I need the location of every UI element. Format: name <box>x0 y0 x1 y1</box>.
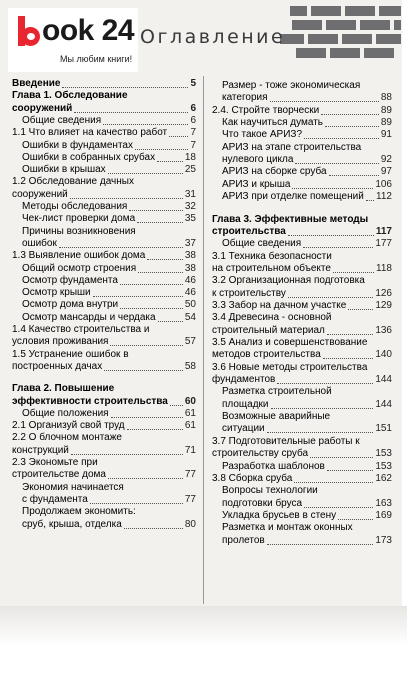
toc-page-number: 35 <box>184 213 196 225</box>
dotted-leader <box>267 544 374 545</box>
dotted-leader <box>157 161 183 162</box>
dotted-leader <box>90 503 183 504</box>
toc-page-number: 177 <box>375 238 392 250</box>
toc-chapter-line[interactable] <box>212 214 368 226</box>
toc-entry[interactable] <box>12 457 98 469</box>
toc-page-number: 80 <box>184 518 196 530</box>
toc-entry-title: АРИЗ на этапе строительства <box>222 141 362 153</box>
brick-pattern <box>330 48 360 58</box>
toc-entry-title: Ошибки в собранных срубах <box>22 151 156 163</box>
toc-page-number: 162 <box>375 472 392 484</box>
toc-page-number: 92 <box>380 154 392 166</box>
toc-page-number: 6 <box>190 114 196 126</box>
toc-entry[interactable] <box>212 473 292 485</box>
toc-entry[interactable] <box>212 105 319 117</box>
toc-entry-title: Разметка строительной <box>222 386 332 398</box>
toc-entry[interactable] <box>222 399 269 411</box>
toc-chapter-line[interactable] <box>12 103 72 115</box>
dotted-leader <box>271 408 374 409</box>
brick-pattern <box>311 6 341 16</box>
toc-page-number: 88 <box>380 92 392 104</box>
toc-entry-title: строительный материал <box>212 324 325 336</box>
toc-entry[interactable] <box>22 238 57 250</box>
toc-entry-title: Общие положения <box>22 407 109 419</box>
dotted-leader <box>158 321 183 322</box>
toc-entry-title: к строительству <box>212 287 286 299</box>
toc-page-number: 126 <box>375 287 392 299</box>
brick-pattern <box>345 6 375 16</box>
dotted-leader <box>327 334 373 335</box>
dotted-leader <box>104 370 183 371</box>
toc-entry-title: Общие сведения <box>222 238 302 250</box>
brick-pattern <box>376 34 401 44</box>
toc-page-number: 106 <box>375 178 392 190</box>
toc-entry-title: строительства <box>212 225 286 237</box>
toc-entry[interactable] <box>22 164 106 176</box>
toc-entry-title: АРИЗ и крыша <box>222 178 291 190</box>
dotted-leader <box>108 478 183 479</box>
column-divider <box>203 76 204 604</box>
toc-page-number: 112 <box>376 191 392 203</box>
toc-entry[interactable] <box>222 238 301 250</box>
dotted-leader <box>288 235 374 236</box>
toc-page-number: 71 <box>184 444 196 456</box>
toc-page-number: 169 <box>375 509 392 521</box>
toc-page-number: 61 <box>184 420 196 432</box>
toc-page-number: 89 <box>380 117 392 129</box>
toc-entry[interactable] <box>222 535 265 547</box>
dotted-leader <box>108 173 183 174</box>
toc-entry-title: пролетов <box>222 534 265 546</box>
toc-entry[interactable] <box>22 299 118 311</box>
toc-entry[interactable] <box>12 336 108 348</box>
toc-page-number: 144 <box>375 374 392 386</box>
dotted-leader <box>333 272 374 273</box>
toc-entry-title: строительству сруба <box>212 448 309 460</box>
toc-page-number: 77 <box>184 469 196 481</box>
toc-entry-title: Чек-лист проверки дома <box>22 213 136 225</box>
toc-page-number: 151 <box>375 423 392 435</box>
toc-entry[interactable] <box>222 386 332 398</box>
toc-entry-title: фундаментов <box>212 374 276 386</box>
brick-pattern <box>394 20 401 30</box>
toc-entry[interactable] <box>222 485 318 497</box>
toc-entry[interactable] <box>222 179 290 191</box>
toc-entry[interactable] <box>222 522 353 534</box>
toc-page-number: 136 <box>375 324 392 336</box>
toc-entry[interactable] <box>212 374 275 386</box>
toc-entry[interactable] <box>212 362 367 374</box>
toc-page-number: 5 <box>190 78 196 89</box>
toc-page-number: 31 <box>184 188 196 200</box>
toc-entry-title: Разработка шаблонов <box>222 460 325 472</box>
brick-pattern <box>308 34 338 44</box>
toc-entry[interactable] <box>12 250 145 262</box>
toc-entry-title: Разметка и монтаж оконных <box>222 522 353 534</box>
toc-entry-title: Осмотр мансарды и чердака <box>22 311 156 323</box>
toc-entry-title: методов строительства <box>212 349 321 361</box>
dotted-leader <box>138 272 183 273</box>
toc-entry[interactable] <box>222 117 323 129</box>
toc-page-number: 97 <box>380 166 392 178</box>
toc-page-number: 117 <box>375 225 392 237</box>
dotted-leader <box>170 405 183 406</box>
toc-entry-title: Причины возникновения <box>22 225 136 237</box>
toc-entry[interactable] <box>22 408 109 420</box>
toc-entry-title: Как научиться думать <box>222 117 324 129</box>
dotted-leader <box>327 470 373 471</box>
toc-entry[interactable] <box>222 411 330 423</box>
brick-pattern <box>342 34 372 44</box>
toc-page-number: 25 <box>184 164 196 176</box>
toc-entry[interactable] <box>22 226 136 238</box>
toc-entry[interactable] <box>222 191 364 203</box>
toc-entry-title: 3.6 Новые методы строительства <box>212 361 368 373</box>
dotted-leader <box>323 358 374 359</box>
dotted-leader <box>147 259 183 260</box>
toc-entry[interactable] <box>222 92 268 104</box>
toc-entry[interactable] <box>212 349 321 361</box>
toc-page-number: 144 <box>375 398 392 410</box>
toc-entry[interactable] <box>222 154 293 166</box>
toc-entry-title: 1.2 Обследование дачных <box>12 176 134 188</box>
toc-entry[interactable] <box>222 166 327 178</box>
toc-entry[interactable] <box>22 287 91 299</box>
dotted-leader <box>277 383 373 384</box>
toc-entry-title: АРИЗ при отделке помещений <box>222 191 364 203</box>
logo-tagline: Мы любим книги! <box>60 54 133 64</box>
dotted-leader <box>71 454 183 455</box>
toc-page-number: 118 <box>376 262 392 274</box>
toc-entry[interactable] <box>212 325 325 337</box>
toc-entry[interactable] <box>22 115 101 127</box>
toc-entry[interactable] <box>12 349 129 361</box>
toc-entry[interactable] <box>12 127 167 139</box>
toc-page-number: 60 <box>184 395 196 407</box>
toc-entry-title: Общие сведения <box>22 114 102 126</box>
dotted-leader <box>137 222 183 223</box>
toc-entry-title: категория <box>222 92 268 104</box>
dotted-leader <box>62 87 188 88</box>
toc-entry-title: Глава 1. Обследование <box>12 90 128 102</box>
toc-entry[interactable] <box>22 519 122 531</box>
toc-page-number: 163 <box>375 497 392 509</box>
toc-page-number: 57 <box>184 336 196 348</box>
logo-brand-text: ook 24 <box>42 14 135 47</box>
toc-entry[interactable] <box>222 129 302 141</box>
toc-entry[interactable] <box>222 498 302 510</box>
toc-entry-title: 3.1 Техника безопасности <box>212 250 332 262</box>
dotted-leader <box>103 124 188 125</box>
toc-entry-title: эффективности строительства <box>12 395 168 407</box>
toc-entry-title: 1.3 Выявление ошибок дома <box>12 250 146 262</box>
toc-entry[interactable] <box>212 251 332 263</box>
toc-entry[interactable] <box>22 312 156 324</box>
toc-page-number: 77 <box>184 493 196 505</box>
dotted-leader <box>304 138 379 139</box>
toc-entry[interactable] <box>212 275 365 287</box>
toc-entry[interactable] <box>212 448 308 460</box>
toc-entry[interactable] <box>222 142 361 154</box>
toc-entry[interactable] <box>22 275 118 287</box>
toc-entry-title: 1.5 Устранение ошибок в <box>12 348 129 360</box>
toc-page-number: 7 <box>190 127 196 139</box>
toc-entry-title: Укладка брусьев в стену <box>222 509 337 521</box>
dotted-leader <box>129 210 183 211</box>
toc-entry-title: Вопросы технологии <box>222 485 318 497</box>
toc-entry-title: Методы обследования <box>22 201 128 212</box>
dotted-leader <box>288 297 373 298</box>
toc-page-number: 38 <box>184 250 196 262</box>
toc-entry-title: 1.1 Что влияет на качество работ <box>12 127 168 139</box>
toc-chapter-line[interactable] <box>12 383 114 395</box>
toc-entry-title: подготовки бруса <box>222 497 303 509</box>
toc-entry[interactable] <box>22 213 135 225</box>
dotted-leader <box>303 247 373 248</box>
toc-page-number: 61 <box>184 407 196 419</box>
toc-entry-title: строительстве дома <box>12 469 106 481</box>
toc-entry-title: Глава 2. Повышение <box>12 383 115 395</box>
toc-entry-title: Ошибки в фундаментах <box>22 139 133 151</box>
toc-entry[interactable] <box>212 288 286 300</box>
toc-entry-title: Осмотр дома внутри <box>22 299 119 311</box>
toc-page-number: 38 <box>184 262 196 274</box>
toc-entry[interactable] <box>212 436 360 448</box>
brick-pattern <box>364 48 394 58</box>
toc-entry-title: Ошибки в крышах <box>22 164 106 176</box>
dotted-leader <box>124 528 183 529</box>
toc-entry[interactable] <box>22 263 136 275</box>
brick-pattern <box>326 20 356 30</box>
toc-page-number: 46 <box>184 287 196 299</box>
toc-entry[interactable] <box>22 140 133 152</box>
toc-entry-title: ситуации <box>222 423 265 435</box>
toc-entry[interactable] <box>222 461 325 473</box>
toc-entry-title: 1.4 Качество строительства и <box>12 324 150 335</box>
toc-entry-title: 2.3 Экономьте при <box>12 457 98 468</box>
toc-page-number: 153 <box>375 460 392 472</box>
toc-chapter-line[interactable] <box>12 78 60 90</box>
dotted-leader <box>295 163 378 164</box>
brick-pattern <box>379 6 401 16</box>
toc-entry-title: 2.2 О блочном монтаже <box>12 432 122 444</box>
toc-page-number: 89 <box>380 104 392 116</box>
dotted-leader <box>348 309 373 310</box>
toc-entry-title: Общий осмотр строения <box>22 262 137 274</box>
toc-entry-title: сруб, крыша, отделка <box>22 518 122 530</box>
brick-pattern <box>290 6 307 16</box>
toc-entry-title: 3.7 Подготовительные работы к <box>212 435 360 447</box>
toc-entry-title: 3.4 Древесина - основной <box>212 312 332 324</box>
dotted-leader <box>325 126 379 127</box>
toc-entry[interactable] <box>12 361 102 373</box>
toc-entry[interactable] <box>212 312 332 324</box>
toc-entry[interactable] <box>212 263 331 275</box>
toc-entry-title: 3.2 Организационная подготовка <box>212 275 365 287</box>
toc-entry-title: построенных дачах <box>12 360 103 372</box>
toc-entry-title: 3.3 Забор на дачном участке <box>212 299 347 311</box>
dotted-leader <box>310 457 373 458</box>
dotted-leader <box>110 345 182 346</box>
toc-page-number: 129 <box>375 299 392 311</box>
page-edge-shadow <box>0 606 407 646</box>
brick-pattern <box>292 20 322 30</box>
toc-page-number: 6 <box>190 102 196 114</box>
page-title: Оглавление <box>140 26 286 48</box>
toc-entry[interactable] <box>22 152 155 164</box>
toc-page-number: 50 <box>184 299 196 311</box>
toc-page-number: 58 <box>184 360 196 372</box>
toc-entry-title: 3.8 Сборка сруба <box>212 472 293 484</box>
dotted-leader <box>294 482 373 483</box>
toc-entry-title: Введение <box>12 78 61 89</box>
toc-entry-title: сооружений <box>12 188 68 200</box>
toc-entry-title: Возможные аварийные <box>222 411 331 423</box>
toc-entry-title: Глава 3. Эффективные методы <box>212 213 369 225</box>
brick-pattern <box>360 20 390 30</box>
dotted-leader <box>120 284 183 285</box>
toc-entry[interactable] <box>12 176 134 188</box>
dotted-leader <box>292 188 373 189</box>
dotted-leader <box>59 247 183 248</box>
toc-entry-title: с фундамента <box>22 493 88 505</box>
toc-entry[interactable] <box>222 80 360 92</box>
dotted-leader <box>169 136 188 137</box>
toc-entry-title: Что такое АРИЗ? <box>222 129 303 141</box>
toc-entry-title: площадки <box>222 398 269 410</box>
dotted-leader <box>135 149 188 150</box>
dotted-leader <box>70 198 183 199</box>
logo-wordmark <box>18 16 134 50</box>
toc-page-number: 91 <box>380 129 392 141</box>
book24-logo[interactable] <box>8 8 138 72</box>
toc-page-number: 18 <box>184 151 196 163</box>
toc-page-number: 32 <box>184 201 196 212</box>
dotted-leader <box>120 308 183 309</box>
dotted-leader <box>366 200 374 201</box>
toc-entry-title: конструкций <box>12 444 69 456</box>
toc-entry[interactable] <box>222 423 265 435</box>
toc-entry-title: 2.1 Организуй свой труд <box>12 420 125 432</box>
toc-entry-title: АРИЗ на сборке сруба <box>222 166 327 178</box>
toc-entry-title: сооружений <box>12 102 73 114</box>
toc-entry[interactable] <box>222 510 336 522</box>
toc-entry-title: на строительном объекте <box>212 262 331 274</box>
toc-entry-title: 3.5 Анализ и совершенствование <box>212 337 368 348</box>
toc-entry[interactable] <box>212 300 346 312</box>
toc-entry-title: 2.4. Стройте творчески <box>212 104 320 116</box>
dotted-leader <box>270 101 379 102</box>
toc-entry-title: Осмотр крыши <box>22 287 91 299</box>
toc-chapter-line[interactable] <box>12 396 168 408</box>
toc-entry[interactable] <box>12 445 69 457</box>
dotted-leader <box>93 296 183 297</box>
toc-chapter-line[interactable] <box>12 90 128 102</box>
toc-entry-title: условия проживания <box>12 336 109 348</box>
toc-entry[interactable] <box>12 189 68 201</box>
dotted-leader <box>304 507 373 508</box>
dotted-leader <box>267 432 374 433</box>
toc-page-number: 140 <box>375 349 392 361</box>
toc-entry[interactable] <box>22 482 124 494</box>
toc-entry[interactable] <box>22 494 88 506</box>
brick-pattern <box>296 48 326 58</box>
toc-chapter-line[interactable] <box>212 226 286 238</box>
toc-entry-title: нулевого цикла <box>222 154 294 166</box>
dotted-leader <box>127 429 183 430</box>
toc-entry-title: Размер - тоже экономическая <box>222 80 361 91</box>
toc-entry-title: Экономия начинается <box>22 481 124 493</box>
toc-entry-title: Осмотр фундамента <box>22 274 118 286</box>
dotted-leader <box>111 417 183 418</box>
toc-entry-title: Продолжаем экономить: <box>22 506 136 518</box>
dotted-leader <box>321 114 379 115</box>
dotted-leader <box>74 112 188 113</box>
dotted-leader <box>329 175 379 176</box>
toc-page-number: 7 <box>190 139 196 151</box>
toc-entry[interactable] <box>12 420 125 432</box>
toc-entry[interactable] <box>12 469 106 481</box>
toc-entry[interactable] <box>22 201 127 213</box>
toc-page-number: 37 <box>184 237 196 249</box>
toc-entry-title: ошибок <box>22 237 57 249</box>
toc-entry[interactable] <box>212 337 367 349</box>
toc-page-number: 153 <box>375 448 392 460</box>
toc-page-number: 173 <box>375 534 392 546</box>
toc-entry[interactable] <box>12 432 122 444</box>
toc-entry[interactable] <box>22 506 136 518</box>
toc-page-number: 54 <box>184 311 196 323</box>
toc-entry[interactable] <box>12 324 149 336</box>
logo-b-icon <box>18 16 42 48</box>
toc-page-number: 46 <box>184 274 196 286</box>
dotted-leader <box>338 519 373 520</box>
